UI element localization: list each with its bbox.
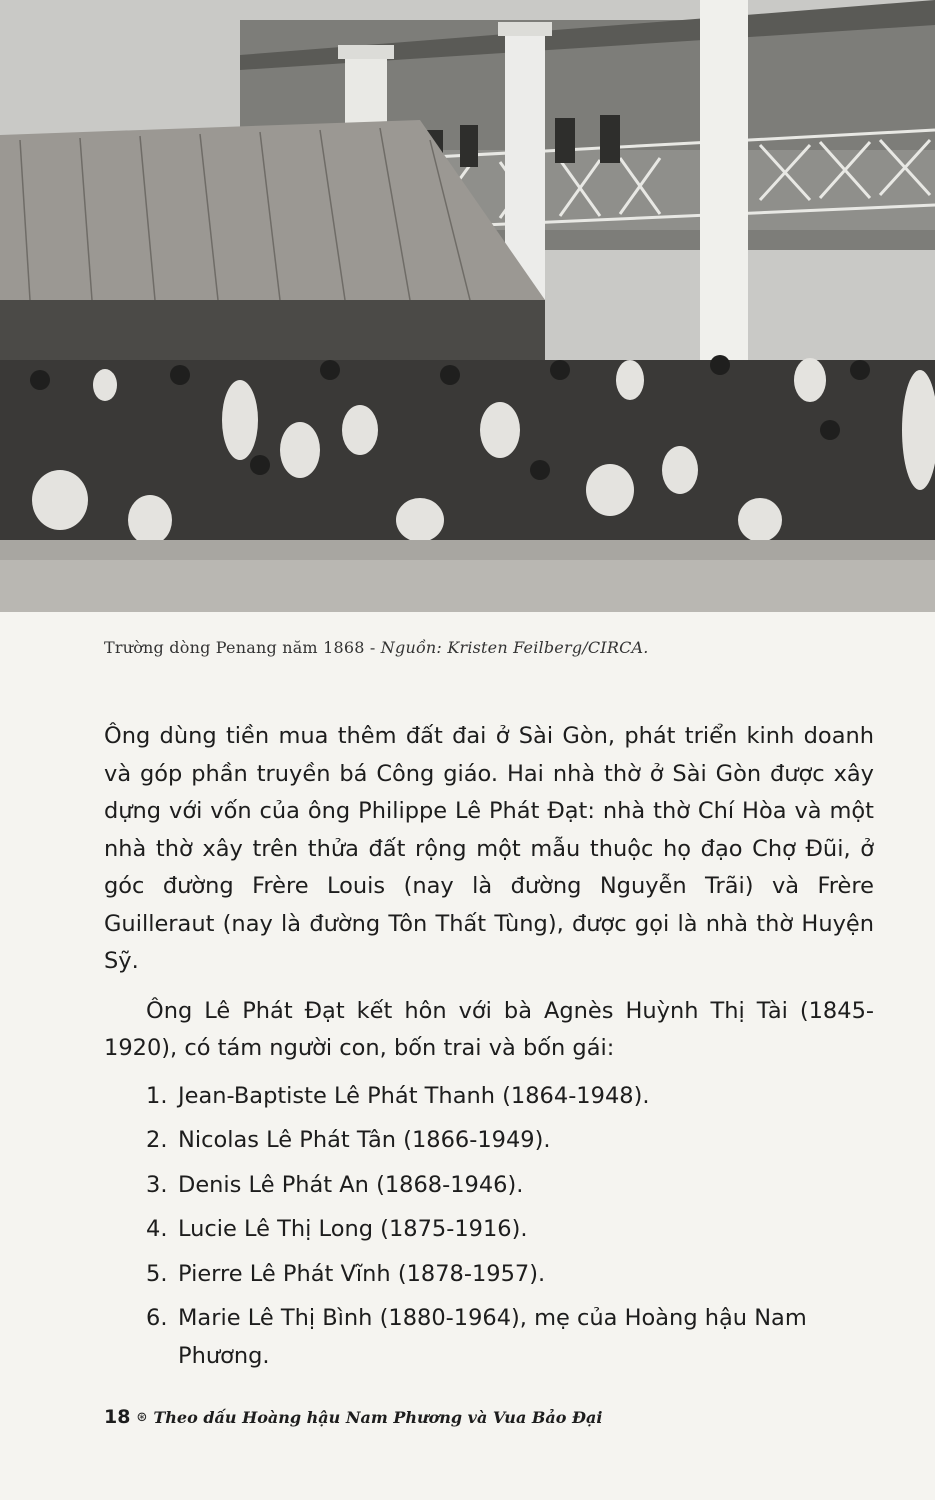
- group-photo-illustration: [0, 0, 935, 612]
- list-item: [104, 1211, 874, 1249]
- body-text: [104, 718, 874, 1382]
- caption-source: Nguồn: Kristen Feilberg/CIRCA.: [380, 638, 649, 657]
- list-text: Marie Lê Thị Bình (1880-1964), mẹ của Hoàng hậu Nam Phương.: [178, 1305, 807, 1369]
- list-item: [104, 1256, 874, 1294]
- list-item: [104, 1167, 874, 1205]
- list-number: 5.: [146, 1260, 168, 1287]
- page-footer: [104, 1406, 602, 1428]
- caption-title: Trường dòng Penang năm 1868 -: [104, 638, 381, 657]
- book-title: Theo dấu Hoàng hậu Nam Phương và Vua Bảo Đại: [153, 1407, 603, 1427]
- historic-photo: [0, 0, 935, 612]
- list-number: 6.: [146, 1305, 168, 1331]
- list-number: 2.: [146, 1127, 168, 1153]
- list-text: Nicolas Lê Phát Tân (1866-1949).: [178, 1127, 551, 1153]
- list-text: Denis Lê Phát An (1868-1946).: [178, 1171, 524, 1198]
- ornament-icon: ⊛: [136, 1409, 148, 1425]
- paragraph-1: Ông dùng tiền mua thêm đất đai ở Sài Gòn, phát triển kinh doanh và góp phần truyền bá Công giáo. Hai nhà thờ ở Sài Gòn được xây dựng với vốn của ông Philippe Lê Phát Đạt: nhà thờ Chí Hòa và một nhà thờ xây trên thửa đất rộng một mẫu thuộc họ đạo Chợ Đũi, ở góc đường Frère Louis (nay là đường Nguyễn Trãi) và Frère Guilleraut (nay là đường Tôn Thất Tùng), được gọi là nhà thờ Huyện Sỹ.: [104, 723, 874, 974]
- list-item: [104, 1078, 874, 1116]
- list-item: [104, 1300, 874, 1375]
- list-text: Jean-Baptiste Lê Phát Thanh (1864-1948).: [178, 1082, 650, 1109]
- list-number: 1.: [146, 1082, 168, 1109]
- list-text: Lucie Lê Thị Long (1875-1916).: [178, 1216, 528, 1242]
- children-list: [104, 1078, 874, 1376]
- paragraph-2: Ông Lê Phát Đạt kết hôn với bà Agnès Huỳnh Thị Tài (1845-1920), có tám người con, bốn trai và bốn gái:: [104, 997, 874, 1061]
- list-text: Pierre Lê Phát Vĩnh (1878-1957).: [178, 1260, 546, 1287]
- list-item: [104, 1122, 874, 1160]
- page-number: 18: [104, 1406, 131, 1428]
- list-number: 4.: [146, 1216, 168, 1242]
- photo-caption: [104, 638, 649, 657]
- list-number: 3.: [146, 1171, 168, 1198]
